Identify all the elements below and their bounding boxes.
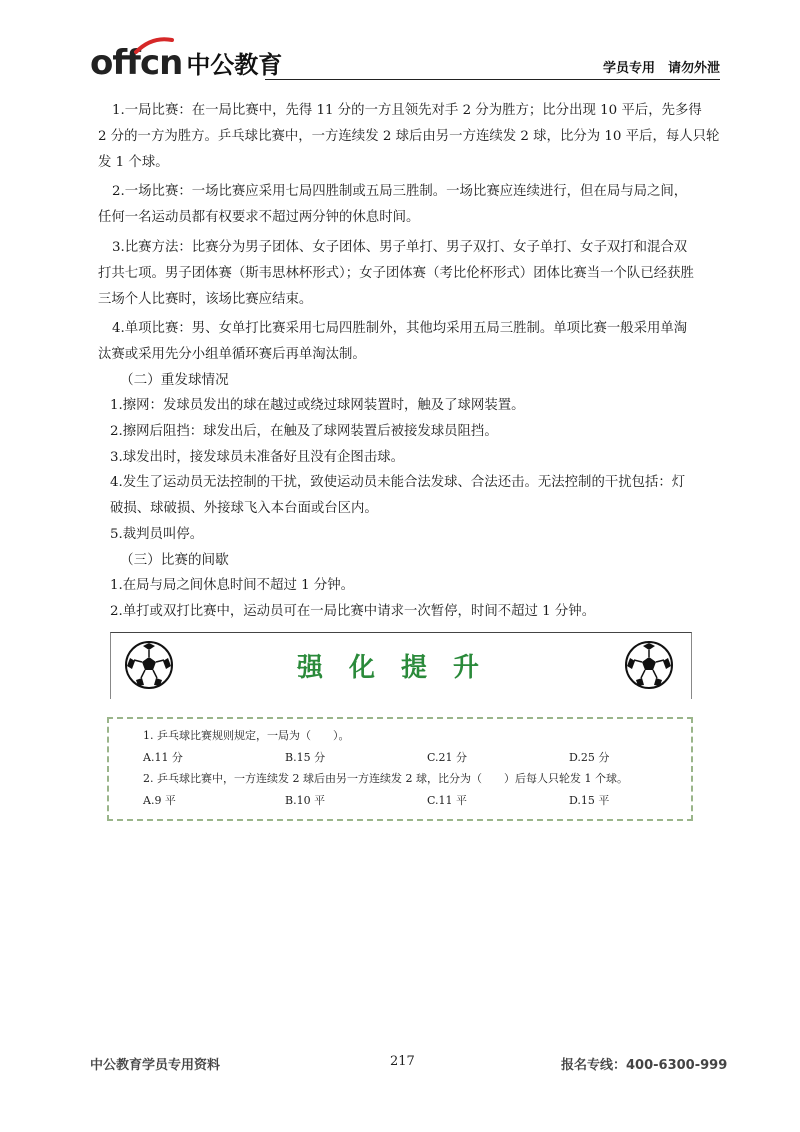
q1-option-b: B.15 分 bbox=[285, 751, 326, 764]
soccer-ball-icon bbox=[124, 640, 174, 690]
footer-hotline: 报名专线：400-6300-999 bbox=[561, 1058, 728, 1073]
text-line: 打共七项。男子团体赛（斯韦思林杯形式）；女子团体赛（考比伦杯形式）团体比赛当一个队已经获胜 bbox=[98, 265, 694, 281]
logo-latin-text: offcn bbox=[90, 43, 183, 83]
question-1: 1. 乒乓球比赛规则规定，一局为（ ）。 bbox=[143, 729, 350, 742]
text-line: 2.一场比赛：一场比赛应采用七局四胜制或五局三胜制。一场比赛应连续进行，但在局与局之间， bbox=[112, 184, 688, 200]
header-rule bbox=[265, 79, 720, 80]
page-number: 217 bbox=[390, 1054, 415, 1069]
list-item: 4.发生了运动员无法控制的干扰，致使运动员未能合法发球、合法还击。无法控制的干扰包括：灯 bbox=[110, 475, 686, 491]
practice-banner bbox=[110, 632, 692, 699]
list-item: 2.擦网后阻挡：球发出后，在触及了球网装置后被接发球员阻挡。 bbox=[110, 423, 498, 439]
footer-source: 中公教育学员专用资料 bbox=[90, 1058, 221, 1073]
logo-chinese-text: 中公教育 bbox=[186, 51, 283, 79]
q1-option-a: A.11 分 bbox=[143, 751, 183, 764]
q2-option-a: A.9 平 bbox=[143, 794, 176, 807]
list-item: 1.擦网：发球员发出的球在越过或绕过球网装置时，触及了球网装置。 bbox=[110, 397, 525, 413]
q1-option-c: C.21 分 bbox=[427, 751, 468, 764]
paragraph-rule-2 bbox=[98, 179, 722, 231]
paragraph-rule-4 bbox=[98, 316, 722, 368]
text-line: 3.比赛方法：比赛分为男子团体、女子团体、男子单打、男子双打、女子单打、女子双打和混合双 bbox=[112, 239, 688, 255]
q2-option-d: D.15 平 bbox=[569, 794, 610, 807]
soccer-ball-icon bbox=[624, 640, 674, 690]
list-item: 1.在局与局之间休息时间不超过 1 分钟。 bbox=[110, 577, 355, 593]
logo-swoosh-icon bbox=[134, 36, 174, 54]
text-line: 任何一名运动员都有权要求不超过两分钟的休息时间。 bbox=[98, 210, 420, 226]
q1-option-d: D.25 分 bbox=[569, 751, 610, 764]
banner-title: 强化提升 bbox=[296, 653, 505, 683]
section-heading-breaks: （三）比赛的间歇 bbox=[120, 551, 229, 568]
text-line: 三场个人比赛时，该场比赛应结束。 bbox=[98, 291, 313, 307]
question-2: 2. 乒乓球比赛中，一方连续发 2 球后由另一方连续发 2 球，比分为（ ）后每人只轮发 1 个球。 bbox=[143, 772, 628, 785]
paragraph-rule-1 bbox=[98, 98, 722, 175]
offcn-logo bbox=[90, 40, 283, 83]
paragraph-rule-3 bbox=[98, 235, 722, 312]
text-line: 1.一局比赛：在一局比赛中，先得 11 分的一方且领先对手 2 分为胜方；比分出现 10 平后，先多得 bbox=[112, 103, 702, 118]
q2-option-c: C.11 平 bbox=[427, 794, 468, 807]
text-line: 2 分的一方为胜方。乒乓球比赛中，一方连续发 2 球后由另一方连续发 2 球，比分为 10 平后，每人只轮 bbox=[98, 128, 720, 144]
section-heading-let: （二）重发球情况 bbox=[120, 371, 229, 388]
text-line: 发 1 个球。 bbox=[98, 154, 169, 170]
q2-option-b: B.10 平 bbox=[285, 794, 326, 807]
header-confidential-tag: 学员专用 请勿外泄 bbox=[602, 61, 720, 76]
list-item: 3.球发出时，接发球员未准备好且没有企图击球。 bbox=[110, 449, 404, 465]
list-item: 5.裁判员叫停。 bbox=[110, 526, 204, 542]
main-content bbox=[98, 98, 722, 624]
quiz-box bbox=[107, 717, 693, 821]
list-item: 2.单打或双打比赛中，运动员可在一局比赛中请求一次暂停，时间不超过 1 分钟。 bbox=[110, 603, 596, 619]
text-line: 4.单项比赛：男、女单打比赛采用七局四胜制外，其他均采用五局三胜制。单项比赛一般采用单淘 bbox=[112, 321, 688, 337]
list-item-continued: 破损、球破损、外接球飞入本台面或台区内。 bbox=[110, 501, 378, 517]
text-line: 汰赛或采用先分小组单循环赛后再单淘汰制。 bbox=[98, 347, 366, 363]
